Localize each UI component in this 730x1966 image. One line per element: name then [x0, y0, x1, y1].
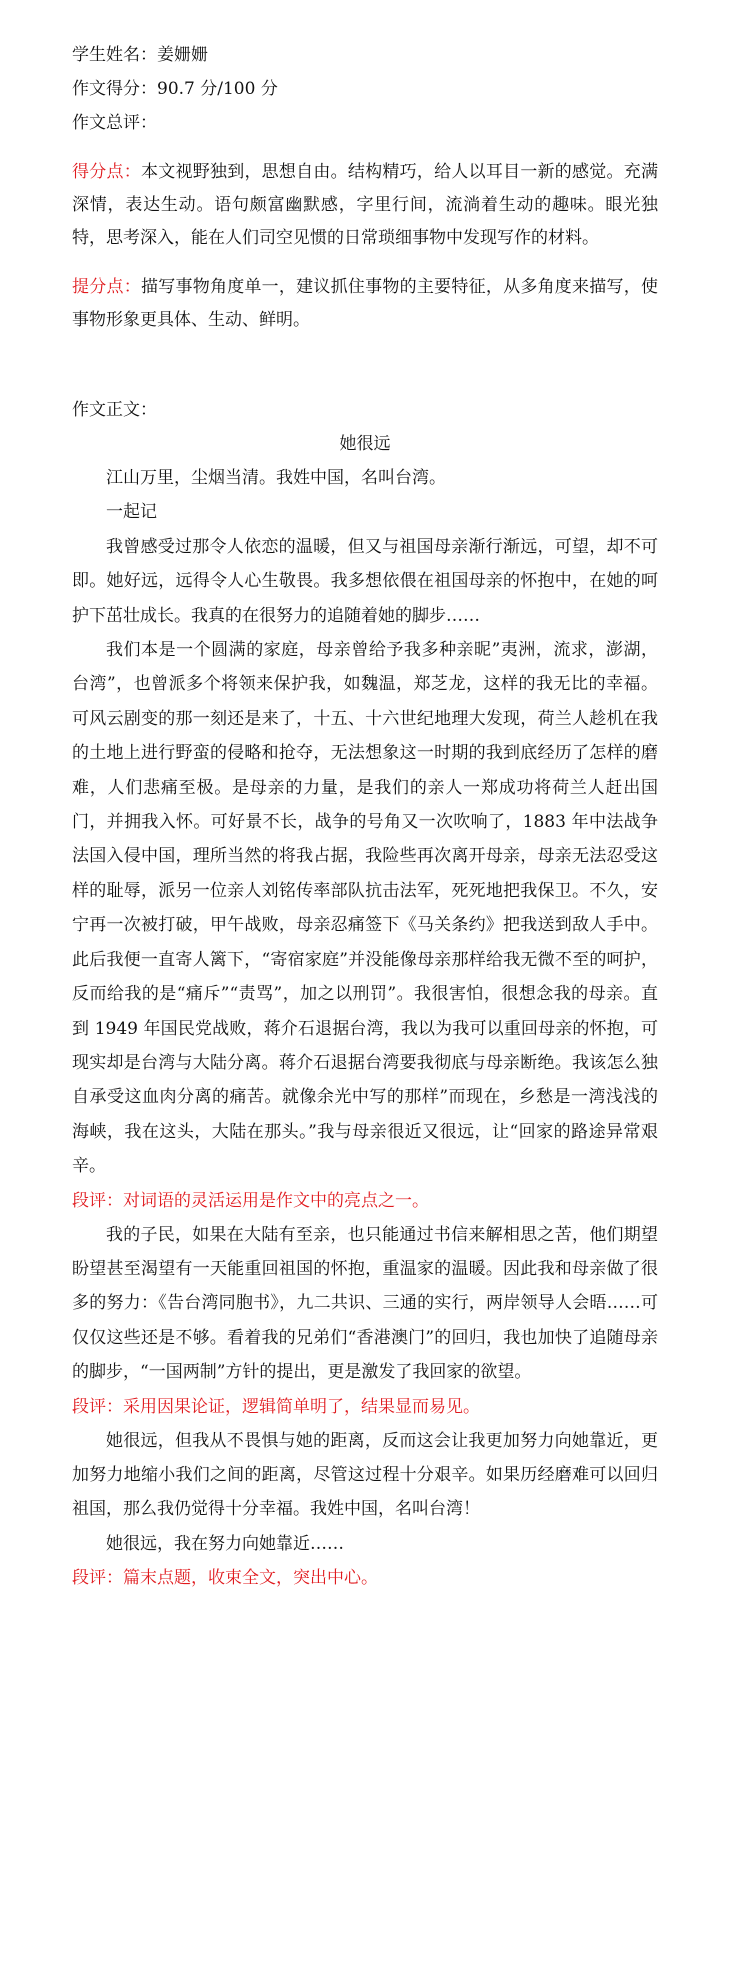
- strengths-text: 本文视野独到，思想自由。结构精巧，给人以耳目一新的感觉。充满深情，表达生动。语句颇富幽默感，字里行间，流淌着生动的趣味。眼光独特，思考深入，能在人们司空见惯的日常琐细事物中发现写作的材料。: [72, 162, 659, 248]
- essay-paragraph: 她很远，我在努力向她靠近……: [106, 1533, 344, 1554]
- improve-text: 描写事物角度单一，建议抓住事物的主要特征，从多角度来描写，使事物形象更具体、生动、鲜明。: [72, 277, 659, 330]
- essay-paragraph: 一起记: [106, 502, 157, 523]
- summary-label: 作文总评：: [72, 113, 157, 133]
- student-name: 姜姗姗: [157, 45, 208, 65]
- improve-label: 提分点：: [72, 277, 141, 297]
- improve-comment: [72, 271, 658, 337]
- paragraph-review: 段评：篇末点题，收束全文，突出中心。: [72, 1568, 378, 1589]
- essay-paragraph: 江山万里，尘烟当清。我姓中国，名叫台湾。: [106, 468, 446, 488]
- essay-paragraph: 我们本是一个圆满的家庭，母亲曾给予我多种亲昵”夷洲，流求，澎湖，台湾”，也曾派多个将领来保护我，如魏温，郑芝龙，这样的我无比的幸福。可风云剧变的那一刻还是来了，十五、十六世纪地理大发现，荷兰人趁机在我的土地上进行野蛮的侵略和抢夺，无法想象这一时期的我到底经历了怎样的磨难，人们悲痛至极。是母亲的力量，是我们的亲人一郑成功将荷兰人赶出国门，并拥我入怀。可好景不长，战争的号角又一次吹响了，1883 年中法战争法国入侵中国，理所当然的将我占据，我险些再次离开母亲，母亲无法忍受这样的耻辱，派另一位亲人刘铭传率部队抗击法军，死死地把我保卫。不久，安宁再一次被打破，甲午战败，母亲忍痛签下《马关条约》把我送到敌人手中。此后我便一直寄人篱下，“寄宿家庭”并没能像母亲那样给我无微不至的呵护，反而给我的是“痛斥”“责骂”，加之以刑罚”。我很害怕，很想念我的母亲。直到 1949 年国民党战败，蒋介石退据台湾，我以为我可以重回母亲的怀抱，可现实却是台湾与大陆分离。蒋介石退据台湾要我彻底与母亲断绝。我该怎么独自承受这血肉分离的痛苦。就像余光中写的那样”而现在，乡愁是一湾浅浅的海峡，我在这头，大陆在那头。”我与母亲很近又很远，让“回家的路途异常艰辛。: [72, 640, 658, 1177]
- essay-paragraph: 我的子民，如果在大陆有至亲，也只能通过书信来解相思之苦，他们期望盼望甚至渴望有一天能重回祖国的怀抱，重温家的温暖。因此我和母亲做了很多的努力：《告台湾同胞书》，九二共识、三通的实行，两岸领导人会晤……可仅仅这些还是不够。看着我的兄弟们“香港澳门”的回归，我也加快了追随母亲的脚步，“一国两制”方针的提出，更是激发了我回家的欲望。: [72, 1224, 658, 1383]
- essay-paragraph: 她很远，但我从不畏惧与她的距离，反而这会让我更加努力向她靠近，更加努力地缩小我们之间的距离，尽管这过程十分艰辛。如果历经磨难可以回归祖国，那么我仍觉得十分幸福。我姓中国，名叫台湾！: [72, 1430, 658, 1520]
- essay-title: 她很远: [339, 434, 391, 454]
- spacer: [72, 255, 658, 271]
- spacer: [72, 337, 658, 393]
- spacer: [72, 140, 658, 156]
- student-name-line: [72, 38, 658, 72]
- score-label: 作文得分：: [72, 79, 157, 99]
- strengths-label: 得分点：: [72, 162, 141, 182]
- essay-section-label: 作文正文：: [72, 400, 157, 420]
- score-value: 90.7 分/100 分: [157, 79, 278, 99]
- student-name-label: 学生姓名：: [72, 45, 157, 65]
- paragraph-review: 段评：对词语的灵活运用是作文中的亮点之一。: [72, 1190, 429, 1211]
- score-line: [72, 72, 658, 106]
- strengths-comment: [72, 156, 658, 255]
- paragraph-review: 段评：采用因果论证，逻辑简单明了，结果显而易见。: [72, 1396, 480, 1417]
- essay-paragraph: 我曾感受过那令人依恋的温暖，但又与祖国母亲渐行渐远，可望，却不可即。她好远，远得令人心生敬畏。我多想依偎在祖国母亲的怀抱中，在她的呵护下茁壮成长。我真的在很努力的追随着她的脚步……: [72, 536, 658, 626]
